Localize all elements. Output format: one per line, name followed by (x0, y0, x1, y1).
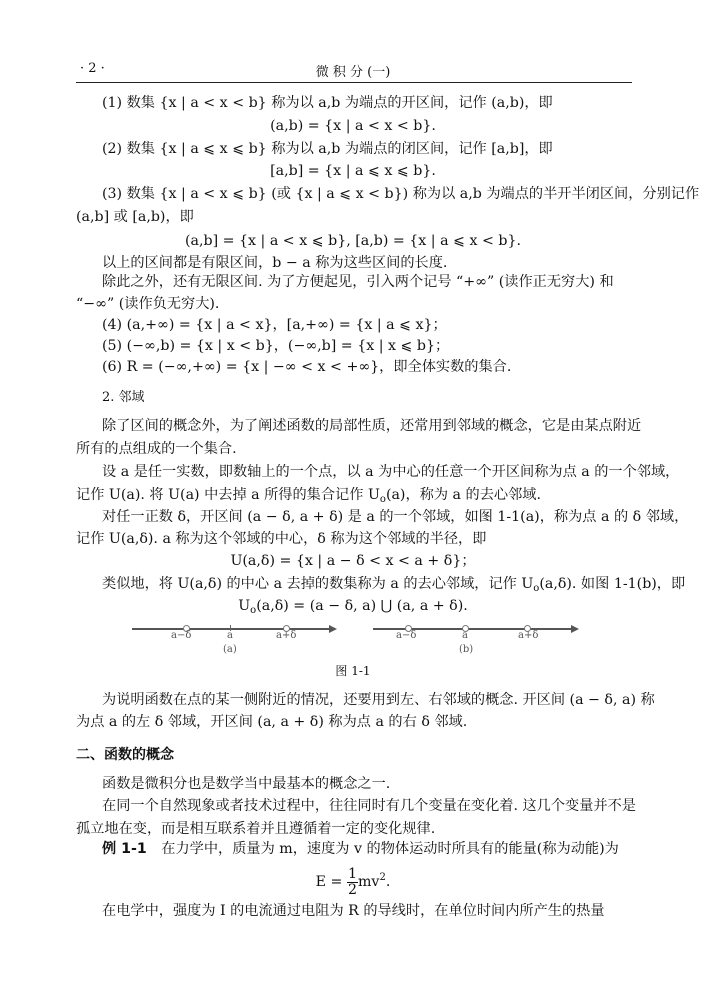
tick-label: a+δ (276, 630, 297, 641)
text-line: 除了区间的概念外，为了阐述函数的局部性质，还常用到邻域的概念，它是由某点附近 (102, 418, 642, 434)
subscript: o (250, 605, 257, 616)
denominator: 2 (347, 881, 357, 898)
text-line: 以上的区间都是有限区间，b − a 称为这些区间的长度. (102, 255, 448, 271)
tick-label: a−δ (396, 630, 417, 641)
numerator: 1 (347, 865, 357, 882)
tick-label: a (462, 630, 468, 641)
text-span: U (238, 598, 251, 614)
running-title: 微 积 分 (一) (315, 65, 391, 80)
header-rule (76, 82, 632, 83)
text-line: 为说明函数在点的某一侧附近的情况，还要用到左、右邻域的概念. 开区间 (a − δ, a) 称 (102, 692, 655, 708)
text-line: (1) 数集 {x | a < x < b} 称为以 a,b 为端点的开区间，记作 (a,b)，即 (102, 95, 553, 111)
text-line: (2) 数集 {x | a ⩽ x ⩽ b} 称为以 a,b 为端点的闭区间，记作 [a,b]，即 (102, 141, 553, 157)
example-label: 例 1-1 (102, 841, 147, 857)
text-line: “−∞” (读作负无穷大). (76, 296, 220, 312)
tick-label: a−δ (171, 630, 192, 641)
tick-label: a (227, 630, 233, 641)
equation: U(a,δ) = {x | a − δ < x < a + δ}； (230, 553, 476, 569)
text-span: 在力学中，质量为 m，速度为 v 的物体运动时所具有的能量(称为动能)为 (161, 841, 619, 857)
text-span: 记作 U(a). 将 U(a) 中去掉 a 所得的集合记作 U (76, 487, 380, 503)
text-line: 函数是微积分也是数学当中最基本的概念之一. (102, 776, 391, 792)
text-span: 类似地，将 U(a,δ) 的中心 a 去掉的数集称为 a 的去心邻域，记作 U (102, 576, 534, 592)
eq-rhs: mv (357, 874, 380, 890)
eq-end: . (385, 874, 391, 890)
text-line: 为点 a 的左 δ 邻域，开区间 (a, a + δ) 称为点 a 的右 δ 邻域. (76, 714, 468, 730)
page-number: · 2 · (80, 61, 105, 76)
fraction (347, 867, 358, 898)
text-line: 除此之外，还有无限区间. 为了方便起见，引入两个记号 “+∞” (读作正无穷大) 和 (102, 274, 614, 290)
text-line: 在电学中，强度为 I 的电流通过电阻为 R 的导线时，在单位时间内所产生的热量 (102, 903, 605, 919)
text-line: (6) R = (−∞,+∞) = {x | −∞ < x < +∞}，即全体实数的集合. (102, 359, 512, 375)
tick-label: a+δ (518, 630, 539, 641)
text-line: 设 a 是任一实数，即数轴上的一个点，以 a 为中心的任意一个开区间称为点 a 的一个邻域， (102, 464, 680, 480)
text-line: (3) 数集 {x | a < x ⩽ b} (或 {x | a ⩽ x < b}) 称为以 a,b 为端点的半开半闭区间，分别记作 (102, 186, 700, 202)
subsection-heading: 2. 邻域 (102, 390, 145, 405)
text-span: (a,δ) = (a − δ, a) ⋃ (a, a + δ). (256, 598, 468, 614)
subfigure-tag: (a) (223, 644, 237, 655)
text-line: 孤立地在变，而是相互联系着并且遵循着一定的变化规律. (76, 821, 436, 837)
subscript: o (379, 494, 386, 505)
text-line: 记作 U(a,δ). a 称为这个邻域的中心，δ 称为这个邻域的半径，即 (76, 531, 487, 547)
subscript: o (533, 583, 540, 594)
text-line: (4) (a,+∞) = {x | a < x}，[a,+∞) = {x | a ⩽ x}； (102, 317, 447, 333)
figure-caption: 图 1-1 (335, 664, 371, 678)
text-line: (5) (−∞,b) = {x | x < b}，(−∞,b] = {x | x ⩽ b}； (102, 338, 450, 354)
text-line: 所有的点组成的一个集合. (76, 441, 237, 457)
section-heading: 二、函数的概念 (76, 747, 174, 763)
example-line (102, 840, 619, 858)
subfigure-tag: (b) (459, 644, 474, 655)
equation (0, 597, 706, 620)
text-line: 在同一个自然现象或者技术过程中，往往同时有几个变量在变化着. 这几个变量并不是 (102, 798, 636, 814)
axis-arrow-b (571, 625, 579, 633)
eq-lhs: E = (315, 874, 343, 890)
axis-arrow-a (329, 625, 337, 633)
text-line: (a,b] 或 [a,b)，即 (76, 209, 194, 225)
text-span: (a)，称为 a 的去心邻域. (385, 487, 541, 503)
text-line (76, 486, 541, 509)
text-line (102, 575, 685, 598)
text-span: (a,δ). 如图 1-1(b)，即 (539, 576, 686, 592)
exponent: 2 (379, 872, 386, 883)
equation-kinetic-energy (0, 862, 706, 898)
equation: (a,b) = {x | a < x < b}. (270, 118, 436, 134)
equation: [a,b] = {x | a ⩽ x ⩽ b}. (270, 163, 436, 179)
equation: (a,b] = {x | a < x ⩽ b}, [a,b) = {x | a ⩽ x < b}. (184, 233, 521, 249)
text-line: 对任一正数 δ，开区间 (a − δ, a + δ) 是 a 的一个邻域，如图 1-1(a)，称为点 a 的 δ 邻域， (102, 509, 689, 525)
